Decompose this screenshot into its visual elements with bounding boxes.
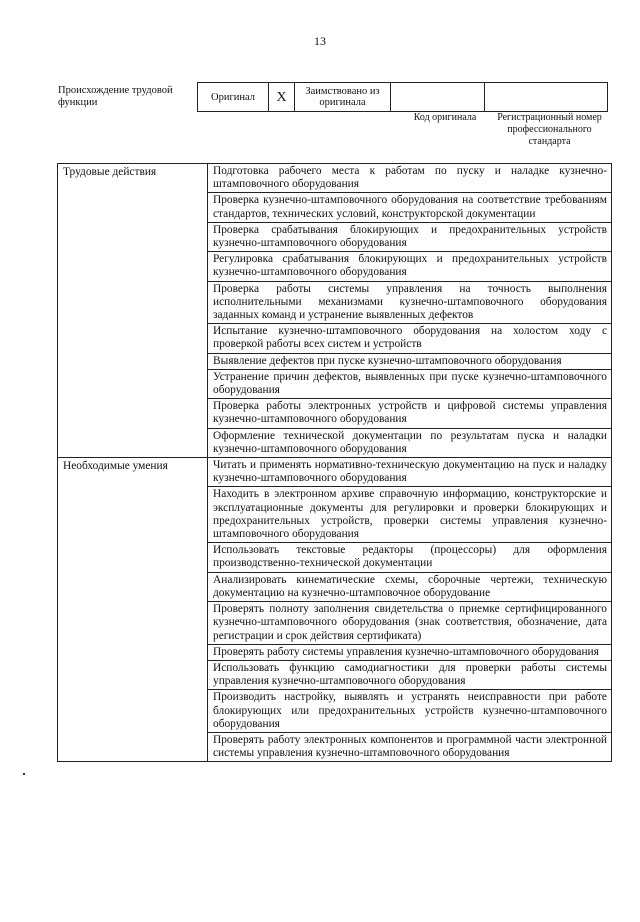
list-item: Производить настройку, выявлять и устранять неисправности при работе блокирующих или предохранительных устройств кузнечно-штамповочного оборудования	[208, 690, 611, 733]
list-item: Регулировка срабатывания блокирующих и предохранительных устройств кузнечно-штамповочного оборудования	[208, 252, 611, 281]
list-item: Оформление технической документации по результатам пуска и наладки кузнечно-штамповочного оборудования	[213, 429, 607, 455]
list-item: Находить в электронном архиве справочную информацию, конструкторские и эксплуатационные документы для регулировки и проверки блокирующих и предохранительных устройств, проверки системы управления кузнечно-штамповочного оборудования	[208, 487, 611, 543]
original-code-cell	[391, 83, 485, 111]
section-row	[58, 164, 612, 458]
list-item: Использовать функцию самодиагностики для проверки работы системы управления кузнечно-штамповочного оборудования	[208, 661, 611, 690]
list-item: Проверять полноту заполнения свидетельства о приемке сертифицированного кузнечно-штамповочного оборудования (знак соответствия, обозначение, дата регистрации и срок действия сертификата)	[208, 602, 611, 645]
section-items	[208, 164, 612, 458]
origin-label: Происхождение трудовой функции	[58, 85, 173, 108]
list-item: Использовать текстовые редакторы (процессоры) для оформления производственно-технической документации	[208, 543, 611, 572]
list-item: Проверка кузнечно-штамповочного оборудования на соответствие требованиям стандартов, технических условий, конструкторской документации	[208, 193, 611, 222]
section-items	[208, 458, 612, 762]
borrowed-cell: Заимствовано из оригинала	[295, 83, 391, 111]
list-item: Проверять работу системы управления кузнечно-штамповочного оборудования	[208, 645, 611, 661]
margin-dot	[23, 773, 25, 775]
page-number: 13	[314, 34, 326, 48]
list-item: Проверка срабатывания блокирующих и предохранительных устройств кузнечно-штамповочного оборудования	[208, 223, 611, 252]
origin-box	[197, 82, 608, 112]
reg-number-caption: Регистрационный номер профессионального стандарта	[497, 112, 602, 147]
list-item: Выявление дефектов при пуске кузнечно-штамповочного оборудования	[208, 354, 611, 370]
list-item: Проверять работу электронных компонентов и программной части электронной системы управления кузнечно-штамповочного оборудования	[213, 733, 607, 760]
section-row	[58, 458, 612, 762]
list-item: Читать и применять нормативно-техническую документацию на пуск и наладку кузнечно-штамповочного оборудования	[208, 458, 611, 487]
list-item: Устранение причин дефектов, выявленных при пуске кузнечно-штамповочного оборудования	[208, 370, 611, 399]
list-item: Подготовка рабочего места к работам по пуску и наладке кузнечно-штамповочного оборудования	[208, 164, 611, 193]
list-item: Анализировать кинематические схемы, сборочные чертежи, техническую документацию на кузнечно-штамповочное оборудование	[208, 573, 611, 602]
function-table	[57, 163, 612, 762]
list-item: Испытание кузнечно-штамповочного оборудования на холостом ходу с проверкой работы всех систем и устройств	[208, 324, 611, 353]
list-item: Проверка работы электронных устройств и цифровой системы управления кузнечно-штамповочного оборудования	[208, 399, 611, 428]
list-item: Проверка работы системы управления на точность выполнения исполнительными механизмами кузнечно-штамповочного оборудования заданных команд и устранение выявленных дефектов	[208, 282, 611, 325]
section-title: Необходимые умения	[58, 458, 208, 762]
original-code-caption: Код оригинала	[413, 112, 477, 123]
reg-number-cell	[485, 83, 607, 111]
original-cell: Оригинал	[198, 83, 269, 111]
section-title: Трудовые действия	[58, 164, 208, 458]
original-mark: X	[269, 83, 295, 111]
